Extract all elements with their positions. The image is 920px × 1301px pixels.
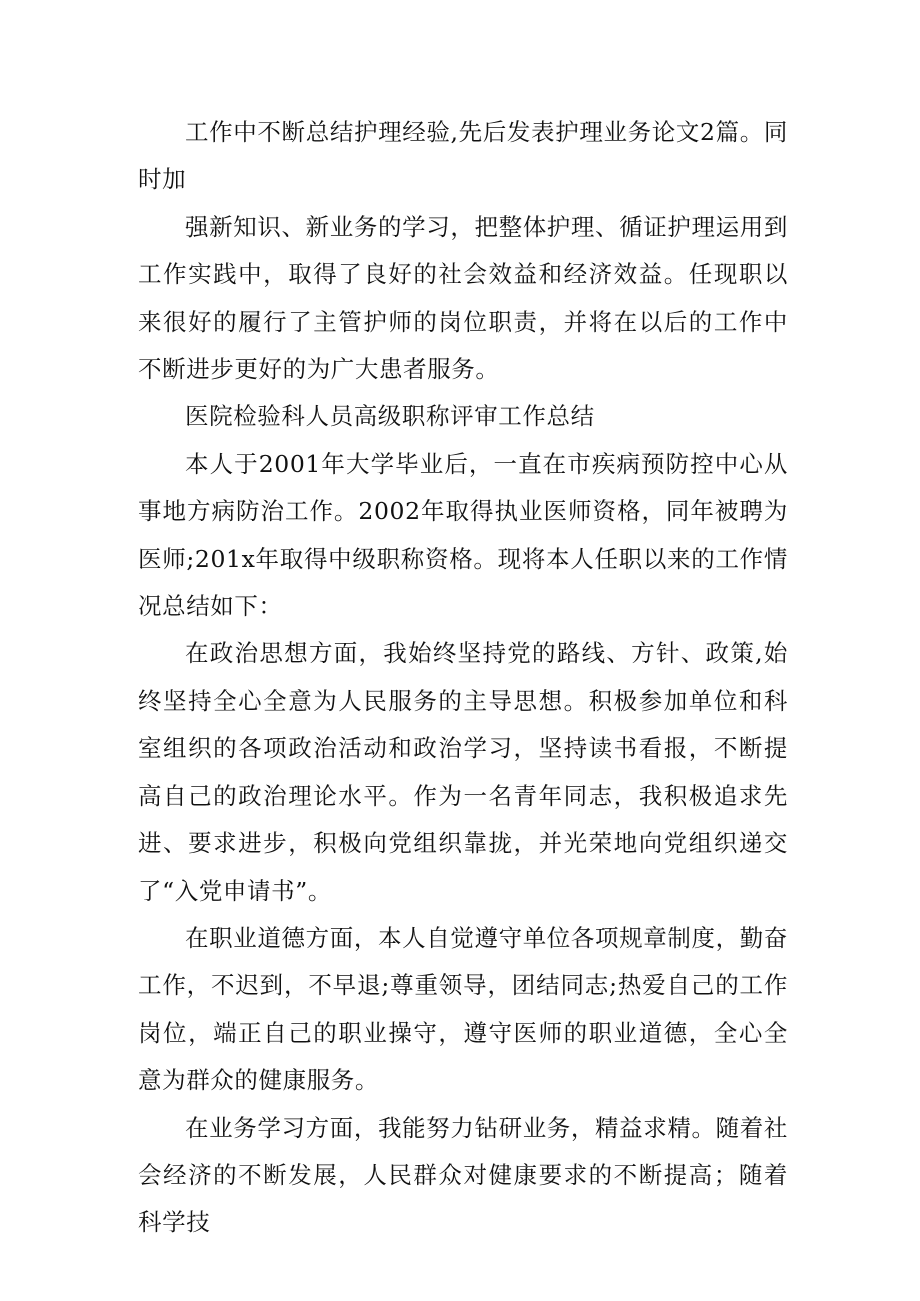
paragraph-nursing-experience: 工作中不断总结护理经验,先后发表护理业务论文2篇。同时加: [138, 118, 788, 194]
section-heading-lab-summary: 医院检验科人员高级职称评审工作总结: [185, 402, 595, 431]
document-body: [138, 109, 788, 1247]
paragraph-political-thought: 在政治思想方面，我始终坚持党的路线、方针、政策,始终坚持全心全意为人民服务的主导思想。积极参加单位和科室组织的各项政治活动和政治学习，坚持读书看报，不断提高自己的政治理论水平。作为一名青年同志，我积极追求先进、要求进步，积极向党组织靠拢，并光荣地向党组织递交了“入党申请书”。: [138, 639, 788, 905]
paragraph-business-study: 在业务学习方面，我能努力钻研业务，精益求精。随着社会经济的不断发展，人民群众对健康要求的不断提高；随着科学技: [138, 1113, 788, 1237]
paragraph-professional-ethics: 在职业道德方面，本人自觉遵守单位各项规章制度，勤奋工作，不迟到，不早退;尊重领导，团结同志;热爱自己的工作岗位，端正自己的职业操守，遵守医师的职业道德，全心全意为群众的健康服务。: [138, 923, 788, 1095]
paragraph-career-background: 本人于2001年大学毕业后，一直在市疾病预防控中心从事地方病防治工作。2002年取得执业医师资格，同年被聘为医师;201x年取得中级职称资格。现将本人任职以来的工作情况总结如下：: [138, 449, 788, 621]
paragraph-nursing-learning: 强新知识、新业务的学习，把整体护理、循证护理运用到工作实践中，取得了良好的社会效益和经济效益。任现职以来很好的履行了主管护师的岗位职责，并将在以后的工作中不断进步更好的为广大患者服务。: [138, 212, 788, 384]
